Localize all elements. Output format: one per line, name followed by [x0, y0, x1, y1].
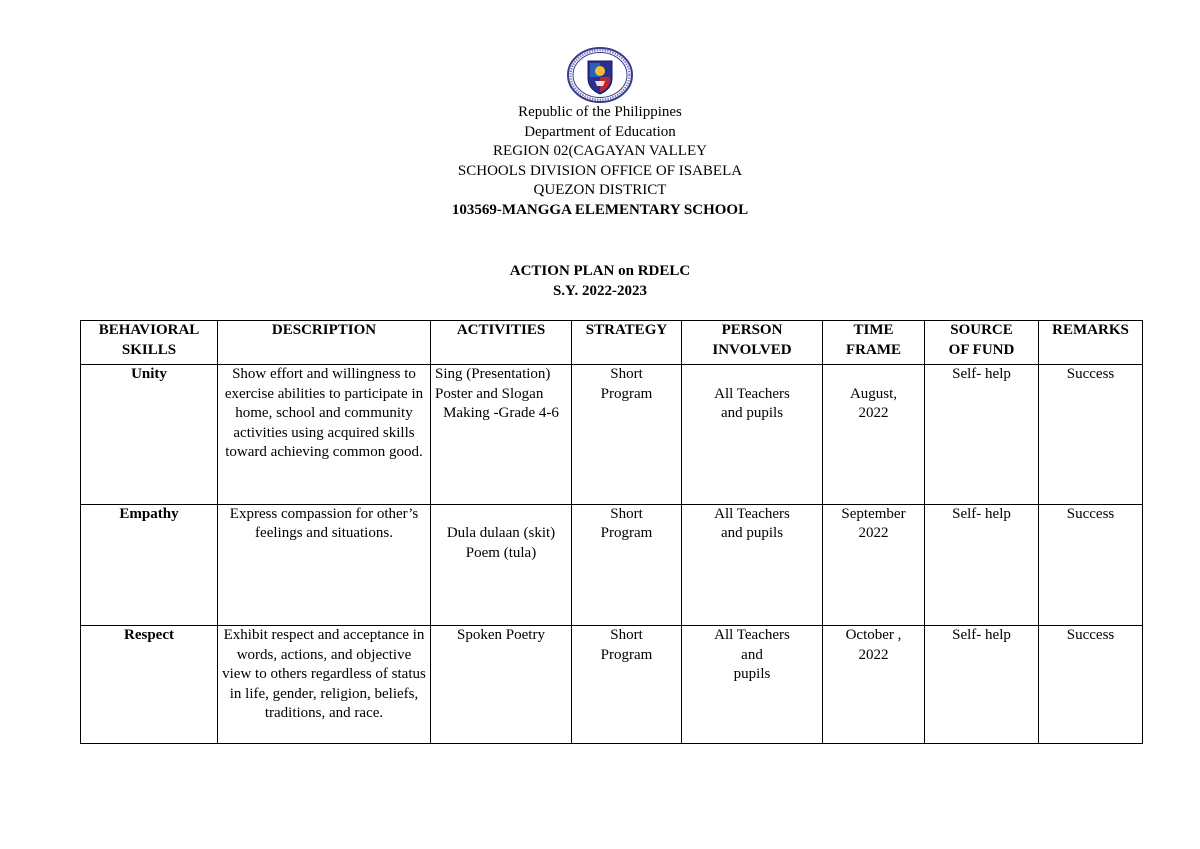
header-description: DESCRIPTION	[218, 321, 431, 365]
header-person-involved: PERSON INVOLVED	[682, 321, 823, 365]
header-activities: ACTIVITIES	[431, 321, 572, 365]
header-time-frame: TIME FRAME	[823, 321, 925, 365]
table-row	[81, 504, 1143, 626]
table-row	[81, 365, 1143, 505]
header-school: 103569-MANGGA ELEMENTARY SCHOOL	[451, 201, 749, 218]
skill-cell: Unity	[81, 365, 218, 505]
plan-title: ACTION PLAN on RDELC	[509, 263, 691, 279]
deped-seal-icon	[566, 46, 634, 104]
time-frame-cell: October , 2022	[823, 626, 925, 744]
table-header-row	[81, 321, 1143, 365]
time-frame-cell: September 2022	[823, 504, 925, 626]
skill-cell: Respect	[81, 626, 218, 744]
header-division: SCHOOLS DIVISION OFFICE OF ISABELA	[457, 162, 743, 179]
plan-school-year: S.Y. 2022-2023	[552, 282, 648, 299]
source-cell: Self- help	[925, 504, 1039, 626]
header-district: QUEZON DISTRICT	[533, 182, 667, 199]
person-cell: All Teachers and pupils	[682, 626, 823, 744]
person-cell: All Teachers and pupils	[682, 365, 823, 505]
header-remarks: REMARKS	[1039, 321, 1143, 365]
action-plan-table	[80, 320, 1143, 744]
remarks-cell: Success	[1039, 365, 1143, 505]
activities-cell: Spoken Poetry	[431, 626, 572, 744]
activities-cell: Sing (Presentation) Poster and Slogan Making -Grade 4-6	[431, 365, 572, 505]
remarks-cell: Success	[1039, 504, 1143, 626]
header-department: Department of Education	[524, 123, 676, 140]
time-frame-cell: August, 2022	[823, 365, 925, 505]
activities-cell: Dula dulaan (skit) Poem (tula)	[431, 504, 572, 626]
header-behavioral-skills: BEHAVIORAL SKILLS	[81, 321, 218, 365]
source-cell: Self- help	[925, 365, 1039, 505]
table-row	[81, 626, 1143, 744]
header-strategy: STRATEGY	[572, 321, 682, 365]
strategy-cell: Short Program	[572, 626, 682, 744]
header-source-of-fund: SOURCE OF FUND	[925, 321, 1039, 365]
remarks-cell: Success	[1039, 626, 1143, 744]
strategy-cell: Short Program	[572, 504, 682, 626]
plan-title-block	[0, 262, 1200, 301]
person-cell: All Teachers and pupils	[682, 504, 823, 626]
description-cell: Exhibit respect and acceptance in words, actions, and objective view to others regardless of status in life, gender, religion, beliefs, traditions, and race.	[218, 626, 431, 744]
description-cell: Show effort and willingness to exercise abilities to participate in home, school and community activities using acquired skills toward achieving common good.	[218, 365, 431, 505]
header-region: REGION 02(CAGAYAN VALLEY	[493, 143, 707, 160]
description-cell: Express compassion for other’s feelings and situations.	[218, 504, 431, 626]
strategy-cell: Short Program	[572, 365, 682, 505]
source-cell: Self- help	[925, 626, 1039, 744]
header-republic: Republic of the Philippines	[518, 104, 682, 120]
document-header	[0, 103, 1200, 221]
skill-cell: Empathy	[81, 504, 218, 626]
